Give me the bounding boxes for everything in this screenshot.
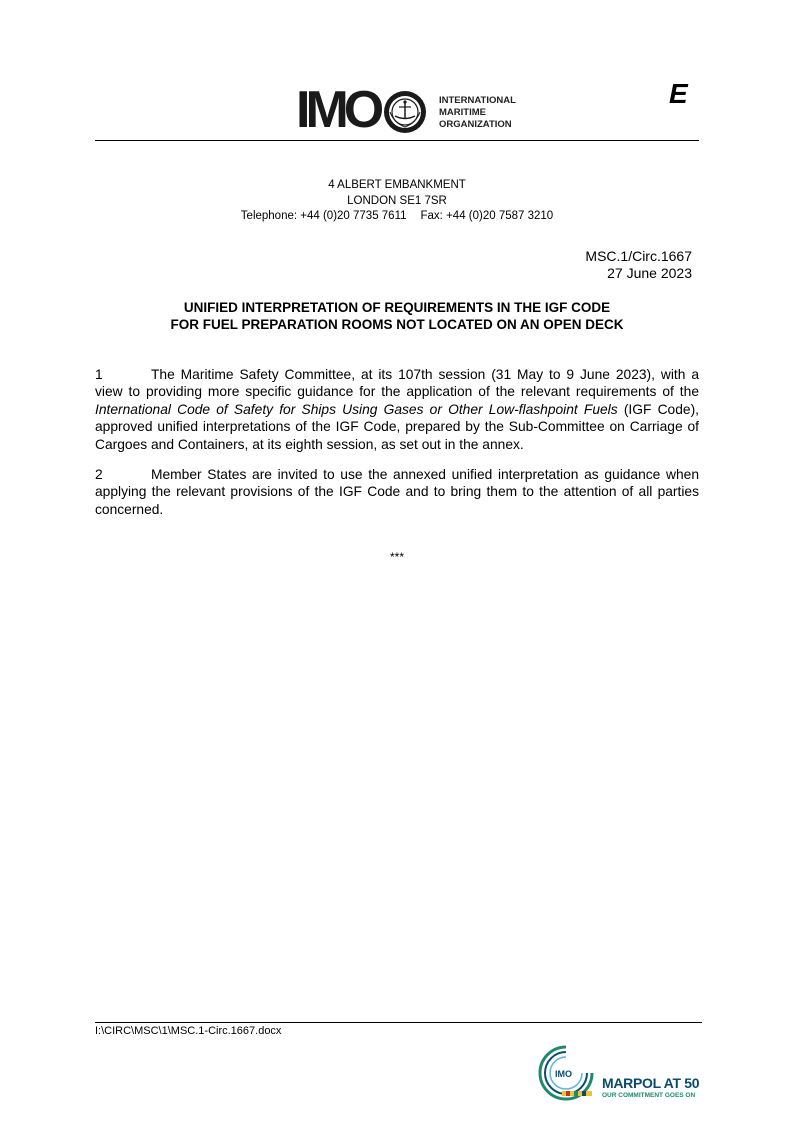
paragraph-2: [95, 466, 699, 518]
telephone: Telephone: +44 (0)20 7735 7611: [240, 210, 407, 222]
marpol-emblem-icon: [536, 1043, 596, 1103]
paragraph-number: 2: [95, 467, 103, 482]
marpol-at-50-logo: [528, 1035, 700, 1115]
paragraph-text: The Maritime Safety Committee, at its 107th session (31 May to 9 June 2023), with a view to providing more specific guidance for the application of the relevant requirements of the: [95, 367, 699, 400]
imo-logo-text: IMO: [296, 81, 380, 139]
org-name-line: ORGANIZATION: [439, 119, 512, 130]
header-divider: [95, 140, 699, 141]
imo-emblem-icon: [382, 90, 428, 134]
document-symbol: MSC.1/Circ.1667: [585, 248, 692, 264]
marpol-emblem-text: IMO: [555, 1069, 572, 1079]
document-reference: [585, 248, 692, 282]
org-name-line: MARITIME: [439, 107, 486, 118]
imo-logo-letters: [296, 82, 379, 138]
paragraph-text: Member States are invited to use the annexed unified interpretation as guidance when applying the relevant provisions of the IGF Code and to bring them to the attention of all parties concerned.: [95, 467, 699, 517]
language-mark: E: [669, 78, 688, 109]
address-city: LONDON SE1 7SR: [347, 194, 447, 207]
paragraph-number: 1: [95, 367, 103, 382]
address-street: 4 ALBERT EMBANKMENT: [328, 179, 466, 191]
marpol-title: MARPOL AT 50: [602, 1075, 700, 1091]
title-line-1: UNIFIED INTERPRETATION OF REQUIREMENTS IN THE IGF CODE: [183, 300, 611, 315]
address-block: [0, 178, 794, 225]
org-name-line: INTERNATIONAL: [439, 95, 516, 106]
file-path: I:\CIRC\MSC\1\MSC.1-Circ.1667.docx: [95, 1025, 282, 1037]
document-title: [0, 299, 794, 333]
organization-name: [439, 95, 516, 131]
separator-stars: ***: [389, 550, 404, 564]
title-line-2: FOR FUEL PREPARATION ROOMS NOT LOCATED ON AN OPEN DECK: [170, 317, 624, 332]
imo-logo: [296, 81, 436, 139]
paragraph-1: [95, 366, 699, 453]
contact-line: [0, 209, 794, 225]
paragraph-text: (IGF Code), approved unified interpretations of the IGF Code, prepared by the Sub-Committee on Carriage of Cargoes and Containers, at its eighth session, as set out in the annex.: [95, 401, 699, 452]
marpol-subtitle: OUR COMMITMENT GOES ON: [602, 1092, 696, 1099]
paragraph-italic-text: International Code of Safety for Ships Using Gases or Other Low-flashpoint Fuels: [95, 401, 618, 417]
footer-divider: [95, 1022, 702, 1023]
fax: Fax: +44 (0)20 7587 3210: [420, 210, 554, 222]
document-date: 27 June 2023: [607, 265, 692, 281]
letterhead: [0, 0, 794, 145]
